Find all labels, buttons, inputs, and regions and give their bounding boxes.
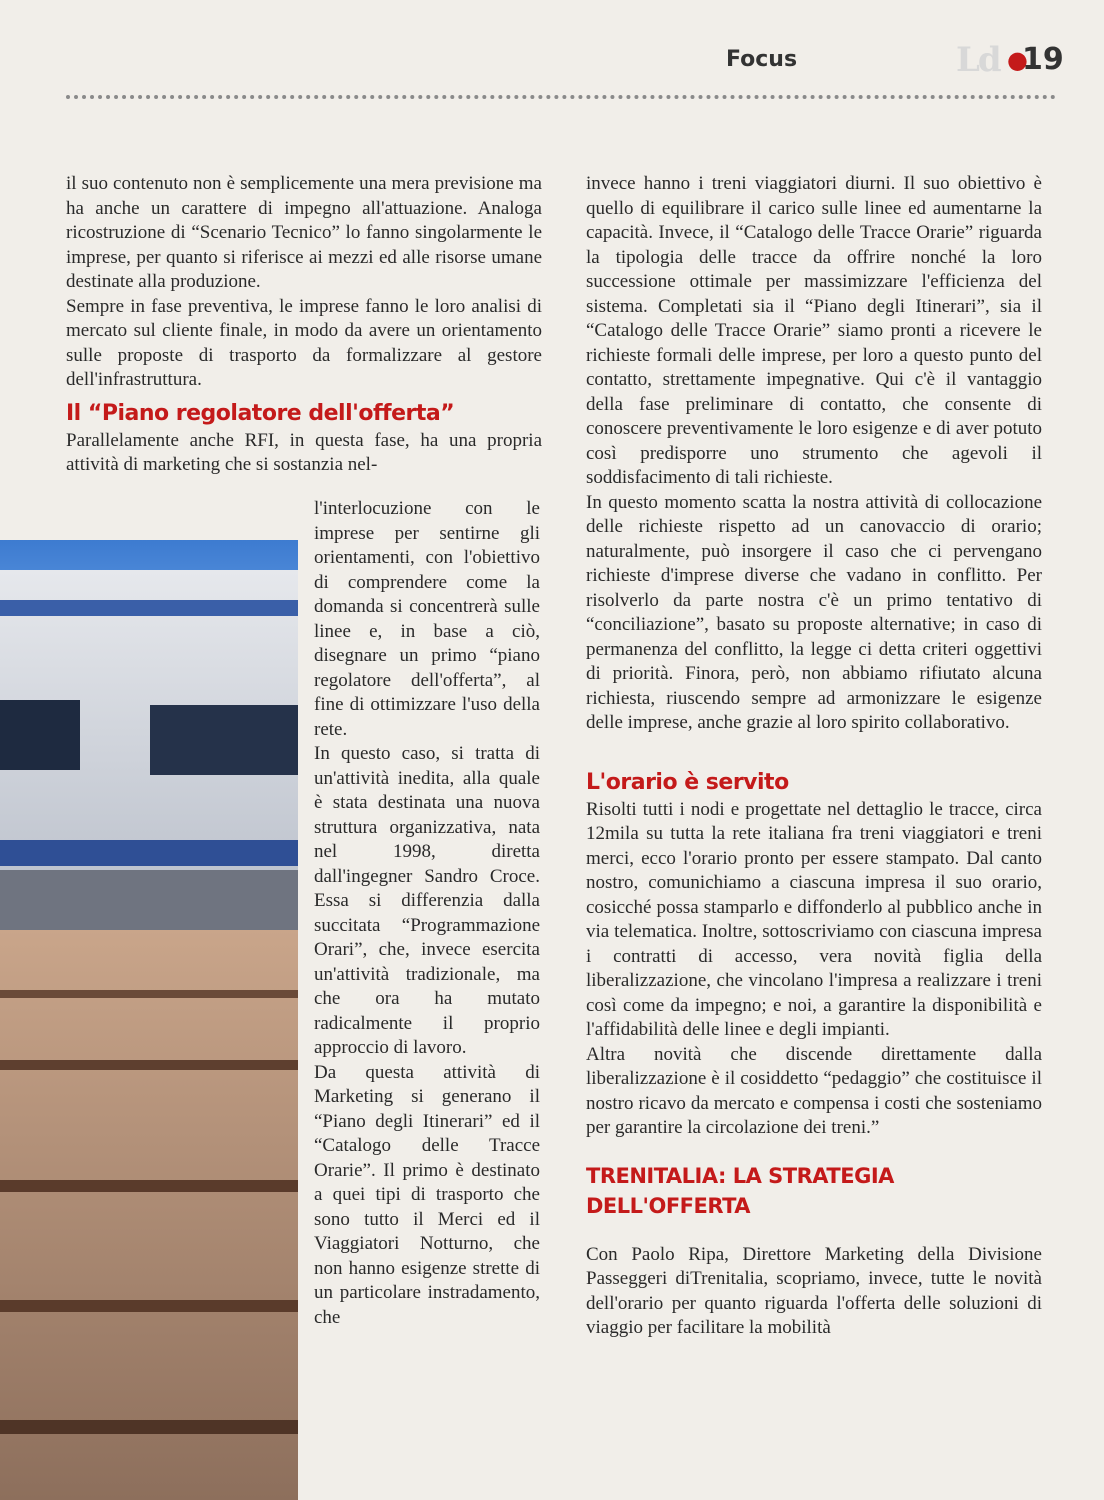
right-paragraph-5: Con Paolo Ripa, Direttore Marketing della Divisione Passeggeri diTrenitalia, scopriamo, invece, tutte le novità dell'orario per quanto riguarda l'offerta delle soluzioni di viaggio per facilitare la mobilità <box>586 1243 1042 1338</box>
box-heading-trenitalia: TRENITALIA: LA STRATEGIA DELL'OFFERTA <box>586 1163 894 1218</box>
right-paragraph-1: invece hanno i treni viaggiatori diurni. Il suo obiettivo è quello di equilibrare il carico sulle linee ed aumentarne la capacità. Invece, il “Catalogo delle Tracce Orarie” riguarda la tipologia delle tracce da offrire nonché la loro successione ottimale per massimizzare l'efficienza del sistema. Completati sia il “Piano degli Itinerari”, sia il “Catalogo delle Tracce Orarie” siamo pronti a ricevere le richieste formali delle imprese, per loro a questo punto del contatto, strettamente impegnative. Qui c'è il vantaggio della fase preliminare di contatto, che consente di conoscere preventivamente le loro esigenze e di aver potuto così predisporre uno strumento che agevoli il soddisfacimento di tali richieste. <box>586 173 1042 488</box>
left-paragraph-1: il suo contenuto non è semplicemente una mera previsione ma ha anche un carattere di impegno all'attuazione. Analoga ricostruzione di “Scenario Tecnico” lo fanno singolarmente le imprese, per quanto si riferisce ai mezzi ed alle risorse umane destinate alla produzione. <box>66 173 542 292</box>
right-column <box>586 172 1042 1341</box>
right-paragraph-3: Risolti tutti i nodi e progettate nel dettaglio le tracce, circa 12mila su tutta la rete italiana fra treni viaggiatori e treni merci, ecco l'orario pronto per essere stampato. Dal canto nostro, comunichiamo a ciascuna impresa il suo orario, cosicché possa stamparlo e diffonderlo al pubblico anche in via telematica. Inoltre, sottoscriviamo con ciascuna impresa i contratti di accesso, vera novità figlia della liberalizzazione, che vincolano l'impresa a realizzare i treni così come da impegno; e noi, a garantire la disponibilità e l'affidabilità delle linee e degli impianti. <box>586 798 1042 1040</box>
subheading-piano-regolatore: Il “Piano regolatore dell'offerta” <box>66 400 455 426</box>
left-column <box>66 172 542 478</box>
left-paragraph-2: Sempre in fase preventiva, le imprese fanno le loro analisi di mercato sul cliente finale, in modo da avere un orientamento sulle proposte di trasporto da formalizzare al gestore dell'infrastruttura. <box>66 295 542 390</box>
section-name: Focus <box>726 47 798 72</box>
narrow-column <box>314 497 540 1330</box>
narrow-paragraph-1: l'interlocuzione con le imprese per sentirne gli orientamenti, con l'obiettivo di comprendere come la domanda si concentrerà sulle linee e, in base a ciò, disegnare un primo “piano regolatore dell'offerta”, al fine di ottimizzare l'uso della rete. <box>314 498 540 740</box>
magazine-logo: Ld <box>956 40 1000 80</box>
page-number: 19 <box>1022 42 1064 77</box>
left-paragraph-3: Parallelamente anche RFI, in questa fase, ha una propria attività di marketing che si sostanzia nel- <box>66 429 542 475</box>
subheading-orario-servito: L'orario è servito <box>586 769 789 795</box>
header-divider <box>66 95 1056 99</box>
right-paragraph-2: In questo momento scatta la nostra attività di collocazione delle richieste rispetto ad un canovaccio di orario; naturalmente, può insorgere il caso che ci pervengano richieste d'imprese diverse che vadano in conflitto. Per risolverlo da parte nostra c'è un primo tentativo di “conciliazione”, basato su proposte alternative; in caso di permanenza del conflitto, la legge ci detta criteri oggettivi di priorità. Finora, però, non abbiamo rifiutato alcuna richiesta, riuscendo sempre ad armonizzare le esigenze delle imprese, anche grazie al loro spirito collaborativo. <box>586 491 1042 733</box>
right-paragraph-4: Altra novità che discende direttamente dalla liberalizzazione è il cosiddetto “pedaggio” che costituisce il nostro ricavo da mercato e compensa i costi che sosteniamo per garantire la circolazione dei treni.” <box>586 1043 1042 1138</box>
page-header <box>0 0 1104 100</box>
train-photo <box>0 540 298 1500</box>
narrow-paragraph-2: In questo caso, si tratta di un'attività inedita, alla quale è stata destinata una nuova struttura organizzativa, nata nel 1998, diretta dall'ingegner Sandro Croce. Essa si differenzia dalla succitata “Programmazione Orari”, che, invece esercita un'attività tradizionale, ma che ora ha mutato radicalmente il proprio approccio di lavoro. <box>314 743 540 1058</box>
bullet-icon: ● <box>1007 46 1028 74</box>
narrow-paragraph-3: Da questa attività di Marketing si generano il “Piano degli Itinerari” ed il “Catalogo delle Tracce Orarie”. Il primo è destinato a quei tipi di trasporto che sono tutto il Merci ed il Viaggiatori Notturno, che non hanno esigenze strette di un particolare instradamento, che <box>314 1061 540 1328</box>
